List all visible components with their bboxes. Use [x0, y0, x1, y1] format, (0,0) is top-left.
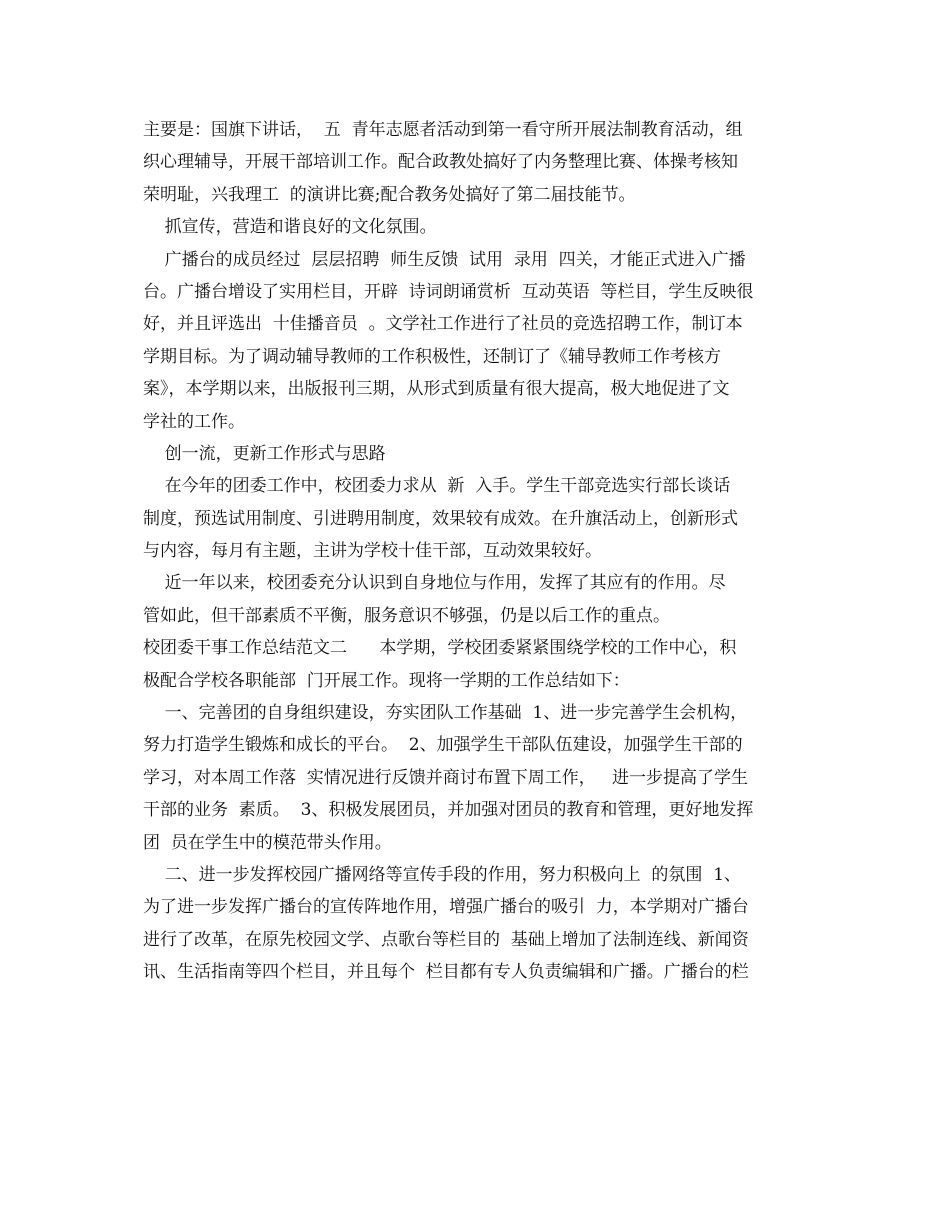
text-line: 近一年以来，校团委充分认识到自身地位与作用，发挥了其应有的作用。尽 — [143, 573, 726, 594]
text-line: 学习，对本周工作落 实情况进行反馈并商讨布置下周工作， 进一步提高了学生 — [143, 767, 749, 788]
text-line: 抓宣传，营造和谐良好的文化氛围。 — [143, 217, 437, 238]
text-line: 二、进一步发挥校园广播网络等宣传手段的作用，努力积极向上 的氛围 1、 — [143, 864, 742, 885]
text-line: 为了进一步发挥广播台的宣传阵地作用，增强广播台的吸引 力，本学期对广播台 — [143, 897, 749, 918]
text-line: 创一流，更新工作形式与思路 — [143, 443, 386, 464]
text-line: 校团委干事工作总结范文二 本学期，学校团委紧紧围绕学校的工作中心，积 — [143, 638, 737, 659]
text-line: 干部的业务 素质。 3、积极发展团员，并加强对团员的教育和管理，更好地发挥 — [143, 800, 754, 821]
text-line: 荣明耻，兴我理工 的演讲比赛;配合教务处搞好了第二届技能节。 — [143, 184, 636, 205]
text-line: 进行了改革，在原先校园文学、点歌台等栏目的 基础上增加了法制连线、新闻资 — [143, 929, 749, 950]
text-line: 学社的工作。 — [143, 411, 245, 432]
text-line: 织心理辅导，开展干部培训工作。配合政教处搞好了内务整理比赛、体操考核知 — [143, 152, 738, 173]
document-page — [143, 114, 813, 989]
text-line: 案》，本学期以来，出版报刊三期，从形式到质量有很大提高，极大地促进了文 — [143, 379, 730, 400]
text-line: 讯、生活指南等四个栏目，并且每个 栏目都有专人负责编辑和广播。广播台的栏 — [143, 962, 749, 983]
text-line: 管如此，但干部素质不平衡，服务意识不够强，仍是以后工作的重点。 — [143, 605, 670, 626]
text-line: 学期目标。为了调动辅导教师的工作积极性，还制订了《辅导教师工作考核方 — [143, 346, 721, 367]
text-line: 广播台的成员经过 层层招聘 师生反馈 试用 录用 四关，才能正式进入广播 — [143, 249, 746, 270]
text-line: 努力打造学生锻炼和成长的平台。 2、加强学生干部队伍建设，加强学生干部的 — [143, 735, 743, 756]
text-line: 台。广播台增设了实用栏目，开辟 诗词朗诵赏析 互动英语 等栏目，学生反映很 — [143, 281, 754, 302]
text-line: 一、完善团的自身组织建设，夯实团队工作基础 1、进一步完善学生会机构， — [143, 703, 748, 724]
text-line: 与内容，每月有主题，主讲为学校十佳干部，互动效果较好。 — [143, 541, 602, 562]
text-line: 极配合学校各职能部 门开展工作。现将一学期的工作总结如下： — [143, 670, 630, 691]
text-line: 制度，预选试用制度、引进聘用制度，效果较有成效。在升旗活动上，创新形式 — [143, 508, 738, 529]
text-line: 团 员在学生中的模范带头作用。 — [143, 832, 392, 853]
text-line: 主要是：国旗下讲话， 五 青年志愿者活动到第一看守所开展法制教育活动，组 — [143, 120, 743, 140]
text-line: 在今年的团委工作中，校团委力求从 新 入手。学生干部竞选实行部长谈话 — [143, 476, 731, 497]
text-line: 好，并且评选出 十佳播音员 。文学社工作进行了社员的竞选招聘工作，制订本 — [143, 314, 743, 335]
